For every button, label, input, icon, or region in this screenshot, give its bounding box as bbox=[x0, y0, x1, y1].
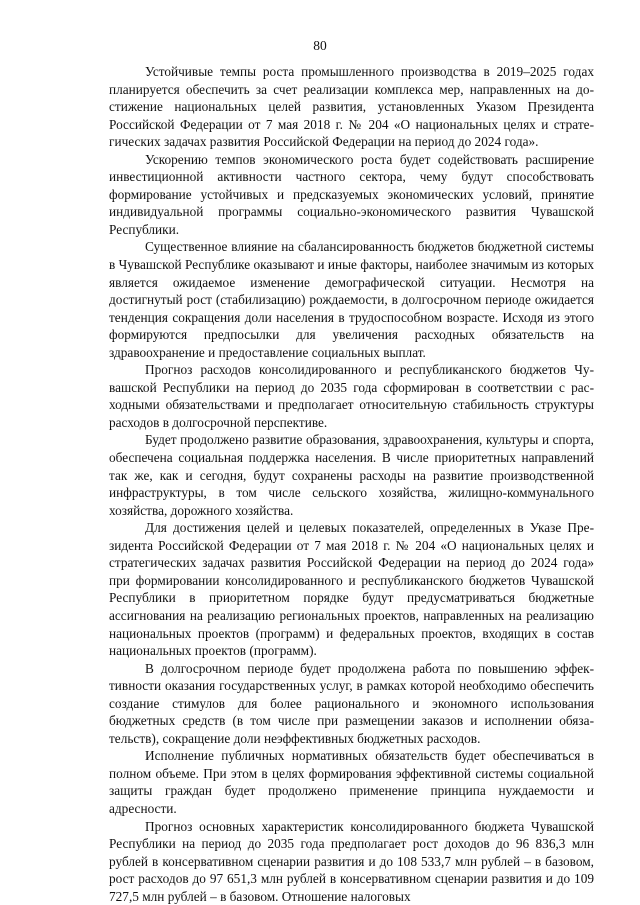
paragraph-social-development: Будет продолжено развитие образования, здравоохранения, культуры и спорта, обеспечена социальная поддержка населения. В числе приоритетных направлений так же, как и сегодня, будут сохранены расходы на развитие производственной инфраструктуры, в том числе сельского хозяйства, жилищно-коммунального хозяйства, дорожного хозяйства. bbox=[109, 432, 594, 518]
page-number: 80 bbox=[313, 38, 327, 53]
body-text bbox=[109, 63, 594, 905]
paragraph-industrial-growth: Устойчивые темпы роста промышленного производства в 2019–2025 годах планируется обеспечить за счет реализации комплекса мер, направленных на достижение национальных целей развития, установленных Указом Президента Российской Федерации от 7 мая 2018 г. № 204 «О национальных целях и стратегических задачах развития Российской Федерации на период до 2024 года». bbox=[109, 64, 594, 150]
paragraph-demographic-factors: Существенное влияние на сбалансированность бюджетов бюджетной системы в Чувашской Республике оказывают и иные факторы, наиболее значимым из которых является ожидаемое изменение демографической ситуации. Несмотря на достигнутый рост (стабилизацию) рождаемости, в долгосрочном периоде ожидается тенденция сокращения доли населения в трудоспособном возрасте. Исходя из этого формируются предпосылки для увеличения расходных обязательств на здравоохранение и предоставление социальных выплат. bbox=[109, 239, 594, 360]
paragraph-national-projects: Для достижения целей и целевых показателей, определенных в Указе Президента Российской Федерации от 7 мая 2018 г. № 204 «О национальных целях и стратегических задачах развития Российской Федерации на период до 2024 года» при формировании консолидированного и республиканского бюджетов Чувашской Республики в приоритетном порядке будут предусматриваться бюджетные ассигнования на реализацию региональных проектов, направленных на реализацию национальных проектов (программ) и федеральных проектов, входящих в состав национальных проектов (программ). bbox=[109, 520, 594, 659]
paragraph-public-obligations: Исполнение публичных нормативных обязательств будет обеспечиваться в полном объеме. При этом в целях формирования эффективной системы социальной защиты граждан будет продолжено применение принципа нуждаемости и адресности. bbox=[109, 748, 594, 816]
paragraph-investment-activity: Ускорению темпов экономического роста будет содействовать расширение инвестиционной активности частного сектора, чему будут способствовать формирование устойчивых и предсказуемых экономических условий, принятие индивидуальной программы социально-экономического развития Чувашской Республики. bbox=[109, 151, 594, 237]
paragraph-budget-forecast: Прогноз основных характеристик консолидированного бюджета Чувашской Республики на период до 2035 года предполагает рост доходов до 96 836,3 млн рублей в консервативном сценарии развития и до 108 533,7 млн рублей – в базовом, рост расходов до 97 651,3 млн рублей в консервативном сценарии развития и до 109 727,5 млн рублей – в базовом. Отношение налоговых bbox=[109, 818, 594, 904]
paragraph-expenditure-forecast: Прогноз расходов консолидированного и республиканского бюджетов Чувашской Республики на период до 2035 года сформирован в соответствии с расходными обязательствами и предполагает относительную стабильность структуры расходов в долгосрочной перспективе. bbox=[109, 362, 594, 430]
paragraph-service-efficiency: В долгосрочном периоде будет продолжена работа по повышению эффективности оказания государственных услуг, в рамках которой необходимо обеспечить создание стимулов для более рационального и экономного использования бюджетных средств (в том числе при размещении заказов и исполнении обязательств), сокращение доли неэффективных бюджетных расходов. bbox=[109, 660, 594, 746]
